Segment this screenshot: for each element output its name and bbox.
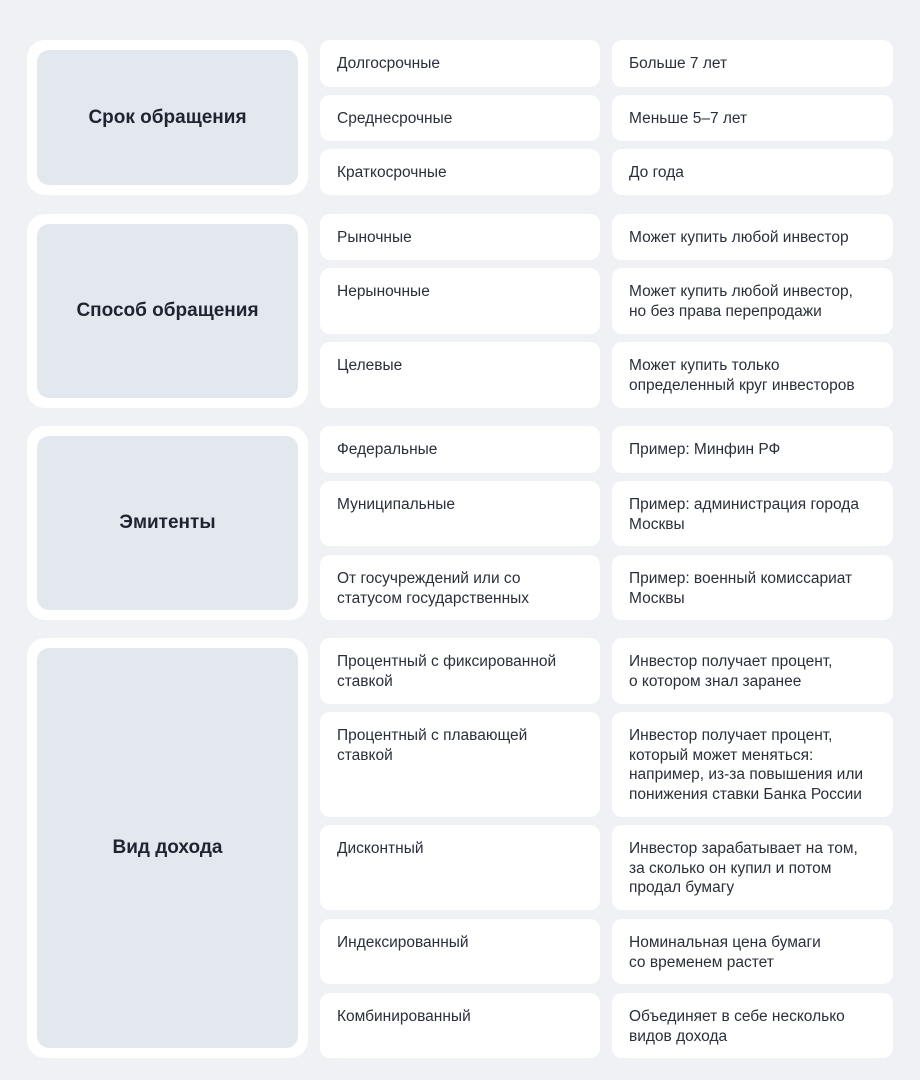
desc-cell: Пример: военный комиссариат Москвы bbox=[612, 555, 893, 620]
type-cell: Краткосрочные bbox=[320, 149, 600, 195]
category-card bbox=[27, 214, 308, 408]
desc-cell: Может купить любой инвестор, но без права перепродажи bbox=[612, 268, 893, 334]
desc-cell: Может купить только определенный круг инвесторов bbox=[612, 342, 893, 408]
type-cell: Муниципальные bbox=[320, 481, 600, 546]
type-cell: От госучреждений или со статусом государственных bbox=[320, 555, 600, 620]
desc-cell: Объединяет в себе несколько видов дохода bbox=[612, 993, 893, 1058]
type-cell: Процентный с плавающей ставкой bbox=[320, 712, 600, 817]
category-card bbox=[27, 638, 308, 1058]
desc-cell: Номинальная цена бумаги со временем растет bbox=[612, 919, 893, 984]
category-card bbox=[27, 426, 308, 620]
type-cell: Федеральные bbox=[320, 426, 600, 473]
type-cell: Комбинированный bbox=[320, 993, 600, 1058]
desc-cell: Пример: администрация города Москвы bbox=[612, 481, 893, 546]
desc-cell: Инвестор получает процент, о котором знал заранее bbox=[612, 638, 893, 704]
category-label: Эмитенты bbox=[119, 512, 216, 533]
type-cell: Дисконтный bbox=[320, 825, 600, 910]
category-label: Вид дохода bbox=[112, 837, 223, 858]
type-cell: Индексированный bbox=[320, 919, 600, 984]
desc-cell: Может купить любой инвестор bbox=[612, 214, 893, 260]
type-cell: Долгосрочные bbox=[320, 40, 600, 87]
category-card bbox=[27, 40, 308, 195]
type-cell: Целевые bbox=[320, 342, 600, 408]
desc-cell: Пример: Минфин РФ bbox=[612, 426, 893, 473]
desc-cell: Больше 7 лет bbox=[612, 40, 893, 87]
type-cell: Рыночные bbox=[320, 214, 600, 260]
type-cell: Среднесрочные bbox=[320, 95, 600, 141]
desc-cell: Инвестор зарабатывает на том, за сколько он купил и потом продал бумагу bbox=[612, 825, 893, 910]
desc-cell: Инвестор получает процент, который может меняться: например, из-за повышения или понижения ставки Банка России bbox=[612, 712, 893, 817]
desc-cell: До года bbox=[612, 149, 893, 195]
category-label: Способ обращения bbox=[76, 300, 259, 321]
type-cell: Процентный с фиксированной ставкой bbox=[320, 638, 600, 704]
desc-cell: Меньше 5–7 лет bbox=[612, 95, 893, 141]
type-cell: Нерыночные bbox=[320, 268, 600, 334]
category-label: Срок обращения bbox=[88, 106, 247, 128]
